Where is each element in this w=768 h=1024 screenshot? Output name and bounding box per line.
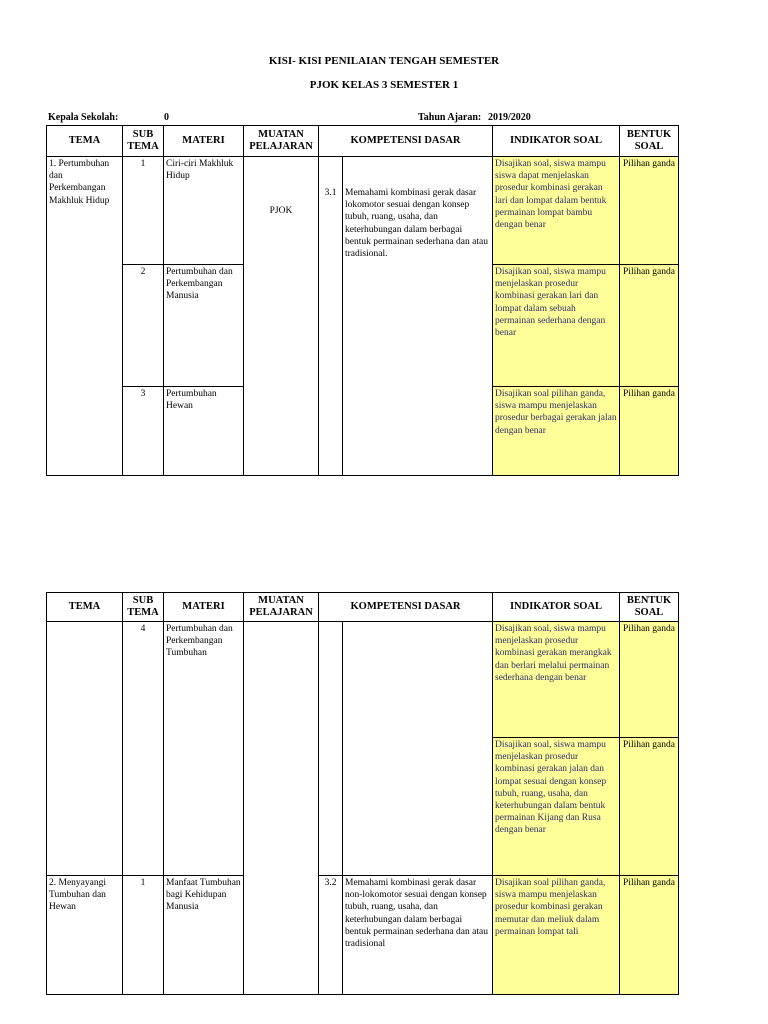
header-bentuk: BENTUK SOAL	[620, 593, 679, 622]
bentuk-cell: Pilihan ganda	[620, 265, 679, 387]
header-materi: MATERI	[164, 126, 244, 157]
materi-cell: Pertumbuhan dan Perkembangan Manusia	[164, 265, 244, 387]
header-muatan: MUATAN PELAJARAN	[244, 593, 319, 622]
header-tema: TEMA	[47, 126, 123, 157]
subtema-cell: 4	[123, 622, 164, 876]
kepala-sekolah-value: 0	[164, 112, 169, 123]
header-subtema: SUB TEMA	[123, 593, 164, 622]
table-header-row	[47, 593, 679, 622]
tahun-ajaran-label: Tahun Ajaran:	[418, 112, 482, 123]
table-row	[47, 622, 679, 738]
muatan-cell	[244, 622, 319, 995]
indikator-cell: Disajikan soal, siswa mampu menjelaskan prosedur kombinasi gerakan merangkak dan berlari melalui permainan sederhana dengan benar	[493, 622, 620, 738]
materi-cell: Ciri-ciri Makhluk Hidup	[164, 157, 244, 265]
tema-cell: 1. Pertumbuhan dan Perkembangan Makhluk Hidup	[47, 157, 123, 476]
header-kompetensi: KOMPETENSI DASAR	[319, 593, 493, 622]
kd-number-cell: 3.2	[319, 876, 343, 995]
header-kompetensi: KOMPETENSI DASAR	[319, 126, 493, 157]
header-bentuk: BENTUK SOAL	[620, 126, 679, 157]
tema-cell	[47, 622, 123, 876]
materi-cell: Pertumbuhan dan Perkembangan Tumbuhan	[164, 622, 244, 876]
materi-cell: Pertumbuhan Hewan	[164, 387, 244, 476]
header-indikator: INDIKATOR SOAL	[493, 593, 620, 622]
document-title: KISI- KISI PENILAIAN TENGAH SEMESTER	[268, 55, 500, 67]
indikator-cell: Disajikan soal, siswa mampu siswa dapat menjelaskan prosedur kombinasi gerakan lari dan lompat dalam bentuk permainan lompat bambu dengan benar	[493, 157, 620, 265]
indikator-cell: Disajikan soal, siswa mampu menjelaskan prosedur kombinasi gerakan lari dan lompat dalam sebuah permainan sederhana dengan benar	[493, 265, 620, 387]
table-row	[47, 157, 679, 265]
header-muatan: MUATAN PELAJARAN	[244, 126, 319, 157]
kepala-sekolah-label: Kepala Sekolah:	[48, 112, 119, 123]
table-header-row	[47, 126, 679, 157]
header-subtema: SUB TEMA	[123, 126, 164, 157]
materi-cell: Manfaat Tumbuhan bagi Kehidupan Manusia	[164, 876, 244, 995]
subtema-cell: 1	[123, 157, 164, 265]
bentuk-cell: Pilihan ganda	[620, 157, 679, 265]
bentuk-cell: Pilihan ganda	[620, 876, 679, 995]
subtema-cell: 1	[123, 876, 164, 995]
header-tema: TEMA	[47, 593, 123, 622]
bentuk-cell: Pilihan ganda	[620, 738, 679, 876]
subtema-cell: 3	[123, 387, 164, 476]
bentuk-cell: Pilihan ganda	[620, 622, 679, 738]
kd-text-cell: Memahami kombinasi gerak dasar lokomotor sesuai dengan konsep tubuh, ruang, usaha, dan keterhubungan dalam berbagai bentuk permainan sederhana dan atau tradisional.	[343, 157, 493, 476]
bentuk-cell: Pilihan ganda	[620, 387, 679, 476]
kd-number-cell	[319, 622, 343, 876]
document-subtitle: PJOK KELAS 3 SEMESTER 1	[309, 79, 459, 91]
kd-number-cell: 3.1	[319, 157, 343, 476]
header-indikator: INDIKATOR SOAL	[493, 126, 620, 157]
kisi-table-2	[46, 592, 679, 995]
indikator-cell: Disajikan soal, siswa mampu menjelaskan prosedur kombinasi gerakan jalan dan lompat sesuai dengan konsep tubuh, ruang, usaha, dan keterhubungan dalam bentuk permainan Kijang dan Rusa dengan benar	[493, 738, 620, 876]
tahun-ajaran-value: 2019/2020	[488, 112, 531, 123]
muatan-cell: PJOK	[244, 157, 319, 476]
kisi-table-1	[46, 125, 679, 476]
indikator-cell: Disajikan soal pilihan ganda, siswa mampu menjelaskan prosedur berbagai gerakan jalan dengan benar	[493, 387, 620, 476]
kd-text-cell: Memahami kombinasi gerak dasar non-lokomotor sesuai dengan konsep tubuh, ruang, usaha, dan keterhubungan dalam berbagai bentuk permainan sederhana dan atau tradisional	[343, 876, 493, 995]
tema-cell: 2. Menyayangi Tumbuhan dan Hewan	[47, 876, 123, 995]
table-row	[47, 876, 679, 995]
indikator-cell: Disajikan soal pilihan ganda, siswa mampu menjelaskan prosedur kombinasi gerakan memutar dan meliuk dalam permainan lompat tali	[493, 876, 620, 995]
header-materi: MATERI	[164, 593, 244, 622]
kd-text-cell	[343, 622, 493, 876]
subtema-cell: 2	[123, 265, 164, 387]
